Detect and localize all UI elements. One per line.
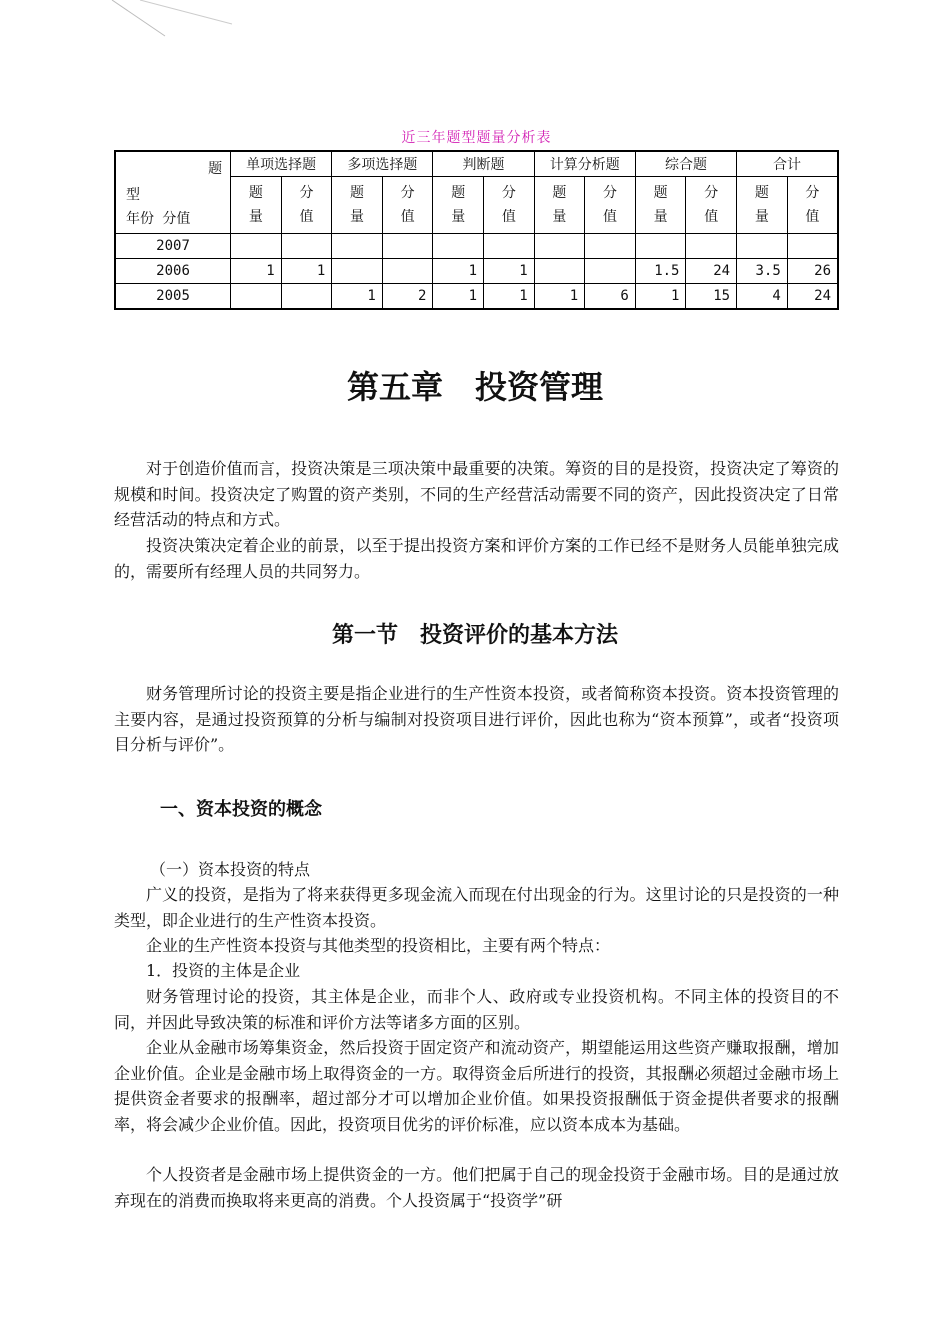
group-header: 合计 <box>737 151 838 177</box>
value-cell: 6 <box>585 284 636 310</box>
year-cell: 2006 <box>115 259 231 284</box>
year-cell: 2005 <box>115 284 231 310</box>
value-cell <box>433 234 484 259</box>
table-header-row <box>115 151 838 177</box>
value-cell <box>534 259 585 284</box>
corner-label-year-score: 年份 分值 <box>126 211 191 227</box>
sub-header-count: 题 量 <box>231 177 282 234</box>
value-cell: 1 <box>484 284 535 310</box>
value-cell: 1.5 <box>635 259 686 284</box>
value-cell: 2 <box>382 284 433 310</box>
group-header: 多项选择题 <box>332 151 433 177</box>
value-cell: 1 <box>231 259 282 284</box>
value-cell: 26 <box>787 259 838 284</box>
value-cell <box>332 259 383 284</box>
intro-paragraph: 对于创造价值而言，投资决策是三项决策中最重要的决策。筹资的目的是投资，投资决定了筹资的规模和时间。投资决定了购置的资产类别，不同的生产经营活动需要不同的资产，因此投资决定了日常经营活动的特点和方式。 <box>114 459 839 529</box>
group-header: 综合题 <box>635 151 736 177</box>
group-header: 计算分析题 <box>534 151 635 177</box>
table-row <box>115 284 838 310</box>
value-cell <box>534 234 585 259</box>
section-intro-paragraph: 财务管理所讨论的投资主要是指企业进行的生产性资本投资，或者简称资本投资。资本投资管理的主要内容，是通过投资预算的分析与编制对投资项目进行评价，因此也称为“资本预算”，或者“投资项目分析与评价”。 <box>114 684 839 754</box>
value-cell: 15 <box>686 284 737 310</box>
value-cell <box>737 234 788 259</box>
value-cell <box>281 284 332 310</box>
sub-header-count: 题 量 <box>635 177 686 234</box>
sub-header-score: 分 值 <box>382 177 433 234</box>
sub-header-count: 题 量 <box>433 177 484 234</box>
body-paragraph: 企业的生产性资本投资与其他类型的投资相比，主要有两个特点： <box>146 936 611 955</box>
value-cell <box>231 234 282 259</box>
value-cell <box>231 284 282 310</box>
value-cell: 1 <box>332 284 383 310</box>
value-cell: 1 <box>281 259 332 284</box>
value-cell <box>686 234 737 259</box>
value-cell <box>484 234 535 259</box>
value-cell <box>332 234 383 259</box>
value-cell <box>585 234 636 259</box>
sub-header-score: 分 值 <box>787 177 838 234</box>
value-cell: 1 <box>534 284 585 310</box>
corner-label-ti: 题 <box>208 161 223 177</box>
value-cell: 1 <box>635 284 686 310</box>
subsub-title: （一）资本投资的特点 <box>150 860 311 879</box>
table-corner-cell <box>115 151 231 234</box>
body-paragraph: 企业从金融市场筹集资金，然后投资于固定资产和流动资产，期望能运用这些资产赚取报酬，增加企业价值。企业是金融市场上取得资金的一方。取得资金后所进行的投资，其报酬必须超过金融市场上提供资金者要求的报酬率，超过部分才可以增加企业价值。如果投资报酬低于资金提供者要求的报酬率，将会减少企业价值。因此，投资项目优劣的评价标准，应以资本成本为基础。 <box>114 1038 839 1134</box>
value-cell: 3.5 <box>737 259 788 284</box>
body-paragraph: 财务管理讨论的投资，其主体是企业，而非个人、政府或专业投资机构。不同主体的投资目的不同，并因此导致决策的标准和评价方法等诸多方面的区别。 <box>114 987 839 1032</box>
body-paragraph: 广义的投资，是指为了将来获得更多现金流入而现在付出现金的行为。这里讨论的只是投资的一种类型，即企业进行的生产性资本投资。 <box>114 885 839 930</box>
question-stats-table <box>114 150 839 310</box>
numbered-heading: 1．投资的主体是企业 <box>146 961 301 980</box>
corner-fold-line <box>0 0 240 40</box>
corner-label-xing: 型 <box>126 187 140 203</box>
sub-header-score: 分 值 <box>281 177 332 234</box>
chapter-title: 第五章 投资管理 <box>346 368 603 406</box>
sub-header-count: 题 量 <box>737 177 788 234</box>
sub-header-count: 题 量 <box>534 177 585 234</box>
year-cell: 2007 <box>115 234 231 259</box>
value-cell <box>382 234 433 259</box>
value-cell: 24 <box>787 284 838 310</box>
sub-header-score: 分 值 <box>686 177 737 234</box>
value-cell <box>635 234 686 259</box>
sub-header-count: 题 量 <box>332 177 383 234</box>
intro-paragraph: 投资决策决定着企业的前景，以至于提出投资方案和评价方案的工作已经不是财务人员能单独完成的，需要所有经理人员的共同努力。 <box>114 536 839 581</box>
sub-header-score: 分 值 <box>484 177 535 234</box>
table-row <box>115 234 838 259</box>
value-cell <box>281 234 332 259</box>
value-cell: 4 <box>737 284 788 310</box>
group-header: 单项选择题 <box>231 151 332 177</box>
value-cell: 1 <box>433 259 484 284</box>
group-header: 判断题 <box>433 151 534 177</box>
body-paragraph: 个人投资者是金融市场上提供资金的一方。他们把属于自己的现金投资于金融市场。目的是通过放弃现在的消费而换取将来更高的消费。个人投资属于“投资学”研 <box>114 1165 839 1210</box>
section-title: 第一节 投资评价的基本方法 <box>331 623 618 648</box>
value-cell: 24 <box>686 259 737 284</box>
value-cell <box>787 234 838 259</box>
value-cell <box>585 259 636 284</box>
value-cell: 1 <box>484 259 535 284</box>
value-cell: 1 <box>433 284 484 310</box>
sub-header-score: 分 值 <box>585 177 636 234</box>
value-cell <box>382 259 433 284</box>
table-row <box>115 259 838 284</box>
subsection-title: 一、资本投资的概念 <box>160 799 322 820</box>
table-caption: 近三年题型题量分析表 <box>401 130 552 146</box>
